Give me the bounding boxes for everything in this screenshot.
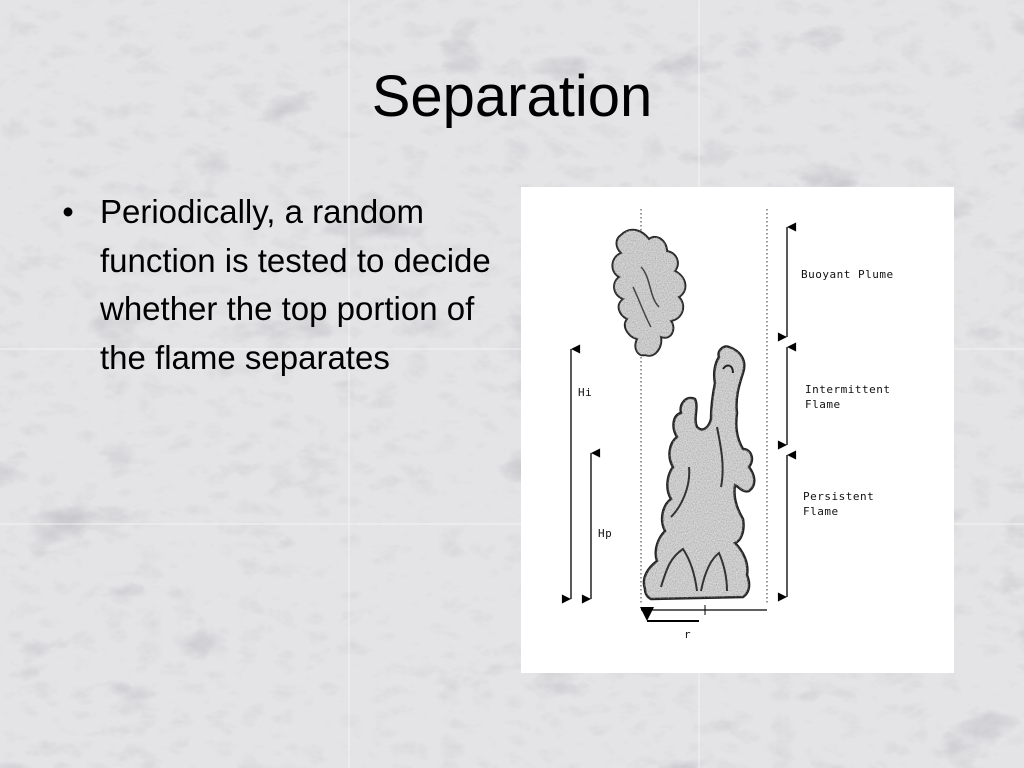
bullet-icon bbox=[58, 188, 78, 237]
bullet-list bbox=[58, 188, 508, 382]
label-hp: Hp bbox=[598, 527, 613, 540]
label-r: r bbox=[684, 628, 692, 641]
bullet-text: Periodically, a random function is tested to decide whether the top portion of the flame separates bbox=[100, 193, 491, 376]
slide-title: Separation bbox=[371, 64, 653, 129]
label-intermittent-2: Flame bbox=[805, 398, 841, 411]
label-persistent-2: Flame bbox=[803, 505, 839, 518]
label-hi: Hi bbox=[578, 386, 593, 399]
buoyant-plume-shape bbox=[612, 230, 685, 356]
label-intermittent-1: Intermittent bbox=[805, 383, 891, 396]
main-flame-shape bbox=[644, 347, 754, 599]
label-persistent-1: Persistent bbox=[803, 490, 875, 503]
label-buoyant-plume: Buoyant Plume bbox=[801, 268, 894, 281]
bullet-item bbox=[58, 188, 508, 382]
flame-diagram bbox=[521, 187, 954, 673]
flame-diagram-svg bbox=[521, 187, 954, 673]
